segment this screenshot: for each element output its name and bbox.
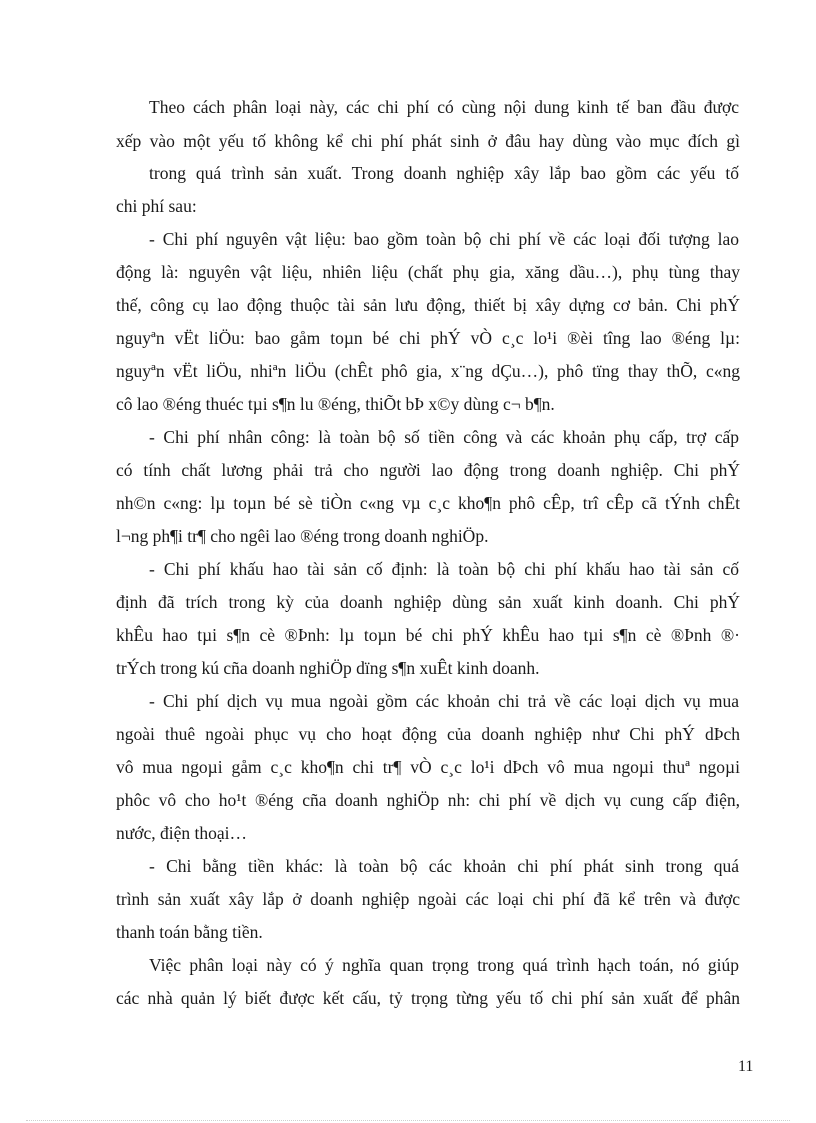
- text-line: Theo cách phân loại này, các chi phí có cùng nội dung kinh tế ban đầu được: [149, 97, 739, 117]
- text-line: nước, điện thoại…: [116, 823, 248, 843]
- text-line: - Chi phí nhân công: là toàn bộ số tiền công và các khoản phụ cấp, trợ cấp: [149, 427, 739, 447]
- text-line: nguyªn vËt liÖu: bao gåm toµn bé chi phÝ vÒ c¸c lo¹i ®èi tîng lao ®éng lµ:: [116, 328, 740, 348]
- text-line: định đã trích trong kỳ của doanh nghiệp dùng sản xuất kinh doanh. Chi phÝ: [116, 592, 740, 612]
- text-line: - Chi bằng tiền khác: là toàn bộ các khoản chi phí phát sinh trong quá: [149, 856, 739, 876]
- text-line: - Chi phí dịch vụ mua ngoài gồm các khoản chi trả về các loại dịch vụ mua: [149, 691, 739, 711]
- text-line: các nhà quản lý biết được kết cấu, tỷ trọng từng yếu tố chi phí sản xuất để phân: [116, 988, 740, 1008]
- text-line: nh©n c«ng: lµ toµn bé sè tiÒn c«ng vµ c¸c kho¶n phô cÊp, trî cÊp cã tÝnh chÊt: [116, 493, 740, 513]
- text-line: thanh toán bằng tiền.: [116, 922, 263, 942]
- text-line: chi phí sau:: [116, 196, 197, 216]
- text-line: có tính chất lương phải trả cho người lao động trong doanh nghiệp. Chi phÝ: [116, 460, 740, 480]
- text-line: l¬ng ph¶i tr¶ cho ngêi lao ®éng trong doanh nghiÖp.: [116, 526, 489, 546]
- text-line: vô mua ngoµi gåm c¸c kho¶n chi tr¶ vÒ c¸c lo¹i dÞch vô mua ngoµi thuª ngoµi: [116, 757, 740, 777]
- text-line: khÊu hao tµi s¶n cè ®Þnh: lµ toµn bé chi phÝ khÊu hao tµi s¶n cè ®Þnh ®·: [116, 625, 740, 645]
- text-line: trình sản xuất xây lắp ở doanh nghiệp ngoài các loại chi phí đã kể trên và được: [116, 889, 740, 909]
- text-line: động là: nguyên vật liệu, nhiên liệu (chất phụ gia, xăng dầu…), phụ tùng thay: [116, 262, 740, 282]
- text-line: thế, công cụ lao động thuộc tài sản lưu động, thiết bị xây dựng cơ bản. Chi phÝ: [116, 295, 740, 315]
- text-line: phôc vô cho ho¹t ®éng cña doanh nghiÖp nh: chi phí về dịch vụ cung cấp điện,: [116, 790, 740, 810]
- text-line: nguyªn vËt liÖu, nhiªn liÖu (chÊt phô gia, x¨ng dÇu…), phô tïng thay thÕ, c«ng: [116, 361, 740, 381]
- text-line: - Chi phí khấu hao tài sản cố định: là toàn bộ chi phí khấu hao tài sản cố: [149, 559, 739, 579]
- text-line: Việc phân loại này có ý nghĩa quan trọng trong quá trình hạch toán, nó giúp: [149, 955, 739, 975]
- text-line: cô lao ®éng thuéc tµi s¶n lu ®éng, thiÕt bÞ x©y dùng c¬ b¶n.: [116, 394, 555, 414]
- text-line: trong quá trình sản xuất. Trong doanh nghiệp xây lắp bao gồm các yếu tố: [149, 163, 739, 183]
- page-number: 11: [738, 1058, 754, 1075]
- text-line: - Chi phí nguyên vật liệu: bao gồm toàn bộ chi phí về các loại đối tượng lao: [149, 229, 739, 249]
- text-line: ngoài thuê ngoài phục vụ cho hoạt động của doanh nghiệp như Chi phÝ dÞch: [116, 724, 740, 744]
- page-bottom-divider: [26, 1120, 790, 1121]
- text-line: trÝch trong kú cña doanh nghiÖp dïng s¶n xuÊt kinh doanh.: [116, 658, 540, 678]
- text-line: xếp vào một yếu tố không kể chi phí phát sinh ở đâu hay dùng vào mục đích gì: [116, 131, 740, 151]
